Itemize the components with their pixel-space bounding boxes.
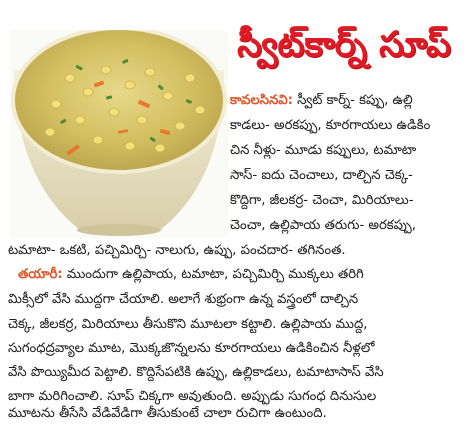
ingredients-line-4: సాస్- ఐదు చెంచాలు, దాల్చిన చెక్క- — [230, 168, 413, 183]
method-line-2: మిక్సీలో వేసి ముద్దగా చేయాలి. అలాగే శుభ్రంగా ఉన్న వస్త్రంలో దాల్చిన — [8, 292, 359, 307]
method-line-5: వేసి పొయ్యిమీద పెట్టాలి. కొద్దిసేపటికి ఉప్పు, ఉల్లికాడలు, టమాటాసాస్ వేసి — [8, 365, 384, 380]
ingredients-line-6: చెంచా, ఉల్లిపాయ తరుగు- అరకప్పు, — [230, 218, 416, 233]
recipe-title-box — [226, 8, 462, 82]
recipe-title: స్వీట్‌కార్న్ సూప్ — [237, 24, 451, 65]
method-line-6: బాగా మరిగించాలి. సూప్ చిక్కగా అవుతుంది. అప్పుడు సుగంధ దినుసుల — [8, 389, 377, 404]
method-text: ముందుగా ఉల్లిపాయ, టమాటా, పచ్చిమిర్చి ముక్కలు తరిగి — [66, 267, 364, 282]
ingredients-line-1 — [230, 93, 413, 111]
method-line-3: చెక్క, జీలకర్ర, మిరియాలు తీసుకొని మూటలా కట్టాలి. ఉల్లిపాయ ముద్ద, — [8, 317, 368, 332]
method-label: తయారీ: — [18, 267, 63, 282]
method-line-7: మూటను తీసేసి వేడివేడిగా తీసుకుంటే చాలా రుచిగా ఉంటుంది. — [8, 406, 327, 421]
soup-bowl-illustration — [10, 30, 228, 238]
method-line-1 — [18, 267, 364, 285]
ingredients-line-3: చిన నీళ్లు- మూడు కప్పులు, టమాటా — [230, 143, 417, 158]
ingredients-line-7: టమాటా- ఒకటి, పచ్చిమిర్చి- నాలుగు, ఉప్పు, పంచదార- తగినంత. — [8, 243, 346, 258]
soup-bowl-photo — [10, 30, 228, 238]
method-line-4: సుగంధద్రవ్యాల మూట, మొక్కజొన్నలను కూరగాయలు ఉడికించిన నీళ్లలో — [8, 341, 375, 356]
ingredients-label: కావలసినవి: — [230, 93, 293, 108]
ingredients-line-5: కొద్దిగా, జీలకర్ర- చెంచా, మిరియాలు- — [230, 193, 414, 208]
ingredients-line-2: కాడలు- అరకప్పు, కూరగాయలు ఉడికిం — [230, 118, 431, 133]
ingredients-text: స్వీట్ కార్న్- కప్పు, ఉల్లి — [297, 93, 413, 108]
